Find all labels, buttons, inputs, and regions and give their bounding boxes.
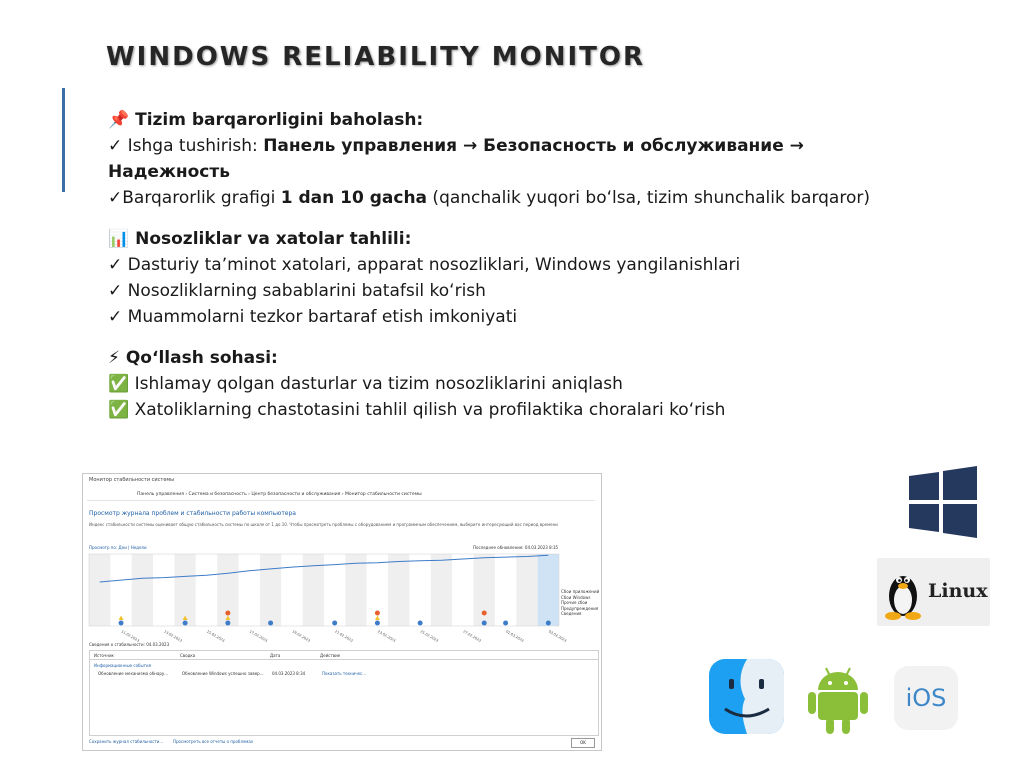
date-tick-label: 13.02.2023	[163, 629, 183, 643]
legend-item: Сведения	[561, 611, 582, 616]
date-tick-label: 11.02.2023	[120, 629, 140, 643]
chart-legend	[561, 589, 599, 617]
day-column	[281, 554, 302, 626]
save-history-link: Сохранить журнал стабильности...	[89, 739, 164, 744]
section-3-heading: ⚡ Qoʻllash sohasi:	[108, 348, 278, 368]
info-marker	[119, 621, 124, 626]
day-column	[89, 554, 110, 626]
day-column	[153, 554, 174, 626]
date-tick-label: 15.02.2023	[206, 629, 226, 643]
info-marker	[225, 621, 230, 626]
bar-chart-icon: 📊	[108, 229, 130, 249]
pin-icon: 📌	[108, 110, 130, 130]
day-column	[452, 554, 473, 626]
info-marker	[546, 621, 551, 626]
section-2-heading: 📊 Nosozliklar va xatolar tahlili:	[108, 229, 412, 249]
reliability-monitor-screenshot	[82, 473, 602, 751]
day-column	[174, 554, 195, 626]
address-bar: Панель управления › Система и безопасность › Центр безопасности и обслуживания › Монитор стабильности системы	[87, 490, 595, 501]
day-column	[303, 554, 324, 626]
details-heading: Сведения о стабильности: 04.03.2023	[89, 642, 170, 647]
date-tick-label: 23.02.2023	[376, 629, 397, 643]
day-column	[110, 554, 131, 626]
slide-title: WINDOWS RELIABILITY MONITOR	[106, 42, 646, 72]
day-column	[260, 554, 281, 626]
stability-chart	[89, 552, 568, 643]
info-marker	[183, 621, 188, 626]
slide-content	[108, 107, 988, 423]
ok-button: OK	[571, 738, 595, 748]
info-marker	[418, 621, 423, 626]
date-tick-label: 01.03.2023	[505, 629, 525, 643]
info-marker	[268, 621, 273, 626]
date-tick-label: 17.02.2023	[248, 629, 269, 643]
list-item: ✓ Dasturiy taʼminot xatolari, apparat nosozliklari, Windows yangilanishlari	[108, 255, 741, 275]
info-marker	[482, 621, 487, 626]
legend-item: Сбои приложений	[561, 589, 600, 594]
list-item: ✓ Muammolarni tezkor bartaraf etish imkoniyati	[108, 307, 518, 327]
list-item: ✓ Nosozliklarning sabablarini batafsil koʻrish	[108, 281, 486, 301]
linux-label: Linux	[928, 580, 988, 602]
day-column	[345, 554, 366, 626]
day-column	[431, 554, 452, 626]
section-1-heading: 📌 Tizim barqarorligini baholash:	[108, 110, 424, 130]
day-column	[516, 554, 537, 626]
view-all-reports-link: Просмотреть все отчеты о проблемах	[173, 739, 254, 744]
date-tick-label: 21.02.2023	[334, 629, 354, 643]
day-column	[538, 554, 559, 626]
date-tick-label: 19.02.2023	[291, 629, 311, 643]
scale-line: ✓Barqarorlik grafigi 1 dan 10 gacha (qanchalik yuqori boʻlsa, tizim shunchalik barqaror)	[108, 188, 870, 208]
info-marker	[375, 621, 380, 626]
launch-line-end: Надежность	[108, 162, 230, 182]
windows-logo-icon	[907, 466, 979, 538]
finder-logo-icon	[709, 659, 784, 734]
table-group: Информационные события	[94, 663, 151, 668]
info-marker	[503, 621, 508, 626]
accent-bar	[62, 88, 65, 192]
column-header: Действие	[320, 653, 341, 658]
other-marker	[482, 611, 487, 616]
other-marker	[225, 611, 230, 616]
legend-item: Сбои Windows	[561, 594, 591, 600]
day-column	[132, 554, 153, 626]
day-column	[495, 554, 516, 626]
day-column	[388, 554, 409, 626]
ios-logo	[894, 666, 958, 730]
lightning-icon: ⚡	[108, 348, 120, 368]
day-column	[196, 554, 217, 626]
column-header: Источник	[94, 653, 114, 658]
other-marker	[375, 611, 380, 616]
ios-label: iOS	[905, 684, 947, 712]
view-by-toggle: Просмотр по: Дни | Недели	[89, 545, 147, 550]
list-item: ✅ Ishlamay qolgan dasturlar va tizim nosozliklarini aniqlash	[108, 374, 623, 394]
launch-line: ✓ Ishga tushirish: Панель управления → Безопасность и обслуживание →	[108, 136, 804, 156]
column-header: Дата	[270, 653, 281, 658]
legend-item: Предупреждения	[561, 605, 599, 611]
last-updated: Последнее обновление: 04.03.2023 8:35	[473, 545, 559, 550]
day-column	[239, 554, 260, 626]
tux-penguin-icon	[882, 566, 924, 620]
info-marker	[332, 621, 337, 626]
date-tick-label: 25.02.2023	[419, 629, 439, 643]
android-logo-icon	[806, 664, 870, 736]
day-column	[409, 554, 430, 626]
monitor-heading: Просмотр журнала проблем и стабильности работы компьютера	[89, 510, 296, 517]
list-item: ✅ Xatoliklarning chastotasini tahlil qilish va profilaktika choralari koʻrish	[108, 400, 726, 420]
legend-item: Прочие сбои	[561, 600, 588, 605]
details-table: Источник Сводка Дата Действие Информационные события Обновление механизма обнару... Обновление Windows успешно завер... 04.03.2023 8:34 Показать техничес...	[89, 650, 599, 736]
monitor-description: Индекс стабильности системы оценивает общую стабильность системы по шкале от 1 до 10. Чтобы просмотреть проблемы с оборудованием и программным обеспечением, выберите интересующий вас период времени	[89, 522, 558, 527]
window-title: Монитор стабильности системы	[89, 477, 175, 483]
date-tick-label: 27.02.2023	[462, 629, 482, 643]
date-tick-label: 03.03.2023	[547, 629, 568, 643]
column-header: Сводка	[180, 653, 196, 658]
